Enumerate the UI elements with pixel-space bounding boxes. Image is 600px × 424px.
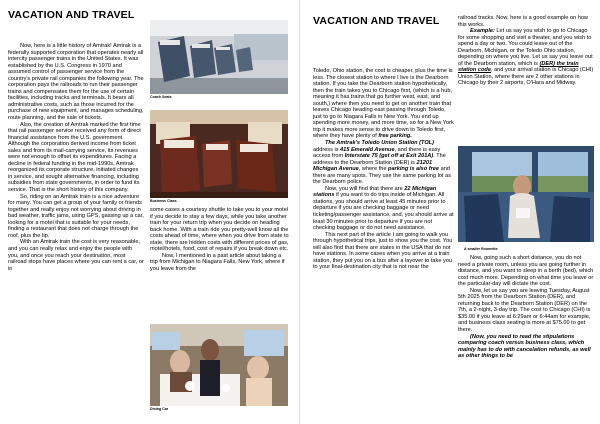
text-run: Let us say you wish to go to Chicago for some shopping and visit a theater, and you wish to spend a day or two. You could leave out of the Dearborn, Michigan, or the Toledo Ohio station, depending on where you live. Let us say you leave out of the Dearborn station, which is <box>458 28 593 67</box>
emphasis: parking is also free <box>388 166 440 173</box>
dining-car-photo <box>150 324 288 406</box>
paragraph: Now, here is a little history of Amtrak! Amtrak is a federally supported corporation that operates nearly all intercity passenger trains in the United States. It was established by the U.S. Congress in 1970 and assumed control of passenger service from the country's private rail companies the following year. The corporation pays the railroads to run their passenger trains and compensates them for the use of certain facilities, including tracks and terminals. It bears all administrative costs, such as those incurred for the purchase of new equipment, and manages scheduling, route planning, and the sale of tickets. <box>8 43 144 122</box>
emphasis: The Amtrak's Toledo Union Station (TOL) <box>325 140 434 147</box>
caption-dining: Dining Car <box>150 407 169 411</box>
text-run: , where the <box>358 166 389 173</box>
text-run: , and there is easy access from <box>313 146 441 160</box>
paragraph: Now, going such a short distance, you do not need a private room, unless you are going further in distance, and you want to sleep in a berth (bed), which cost much more. Depending on what time you leave or the particular-day will dictate the cost. <box>458 255 594 288</box>
right-column-2-top <box>458 15 594 87</box>
paragraph <box>458 28 594 87</box>
emphasis: (DER) the train station code <box>458 60 579 74</box>
paragraph: With an Amtrak train the cost is very reasonable, and you can really relax and enjoy the people with you, and once you reach your destination, most railroad stops have places where you can rent a car, or in <box>8 239 144 272</box>
paragraph: Now, let us say you are leaving Tuesday, August 5th 2025 from the Dearborn Station (DER), and returning back to the Dearborn Station (DER) on the 7th, a 2-night, 3-day trip. The cost to Chicago (CHI) is $35.00 if you leave at 6:29am or 6:44am for example, and business class seating is more at $75.00 to get there. <box>458 287 591 334</box>
paragraph <box>313 140 455 186</box>
roomette-photo <box>458 146 594 242</box>
emphasis: Example: <box>470 28 495 35</box>
text-run: Toledo, Ohio station, the cost is cheaper, plus the time is less. The closest station to where I live is the Dearborn station. If you take the Dearborn station hypothetically, then the train takes you to Chicago first, (which is a hub, meaning it has trains that go further west, east, and south,) where then you need to get on another train that leaves Chicago heading east passing through Toledo, just to go to Niagara Falls in New York. You end up spending more money, and more time, so for a New York trip it makes more sense to drive down to Toledo first, where they have plenty of <box>313 68 454 140</box>
paragraph: (Now, you need to read the stipulations comparing coach versus business class, which mainly has to do with cancelation refunds, as well as other things to be <box>458 333 591 360</box>
left-column-2 <box>150 207 290 272</box>
page-title: VACATION AND TRAVEL <box>8 9 135 21</box>
emphasis: 21201 Michigan Avenue <box>313 159 433 173</box>
left-column-1 <box>8 43 144 272</box>
text-run: and there are many spots. They use the same parking lot as the Dearborn police. <box>313 166 451 186</box>
text-run: . The address to the Dearborn Station (DER) is <box>313 153 446 166</box>
paragraph: Now, I mentioned in a past article about taking a trip from Michigan to Niagara Falls, New York, where if you leave from the <box>150 252 285 272</box>
business-class-photo <box>150 110 288 198</box>
emphasis: 415 Emerald Avenue <box>340 146 395 153</box>
right-column-1 <box>313 68 455 271</box>
emphasis: Interstate 75 (get off at Exit 201A) <box>344 153 434 160</box>
paragraph: This next part of the article I am going to walk you through hypothetical trips, just to show you the cost. You will also find that there are states in the USA that do not have stations. In some cases when you arrive at a train station, they put you on a bus after a layover to take you to your final-destination city that is not near the <box>313 231 453 271</box>
text-run: address is <box>313 146 341 153</box>
text-run: , and your arrival station is Chicago (CHI) Union Station, where there are 2 other stations in Chicago by their 2 airports, O'Hara and Midway. <box>458 67 594 87</box>
emphasis: 22 Michigan stations <box>313 185 437 199</box>
emphasis: free parking. <box>378 133 412 140</box>
text-run: if you want to do trips inside of Michigan. All stations, you should arrive at least 45 minutes prior to departure if you are checking baggage or need ticketing/passenger assistance, and, you should arrive at least 30 minutes prior to departure if you are not checking baggage or do not need assistance. <box>313 192 454 232</box>
paragraph <box>313 186 455 232</box>
text-run: Now, you will find that there are <box>325 185 405 192</box>
paragraph <box>313 68 455 140</box>
paragraph: some cases a courtesy shuttle to take you to your motel if you decide to stay a few days, while you take another train for your return trip when you decide on heading back home. With a train ride you pretty-well know all the costs ahead of time, where when you drive from state to state, there are hidden costs with different prices of gas, motel/hotels, food, cost of repairs if you break down etc. <box>150 207 289 253</box>
paragraph: So, riding on an Amtrak train is a nice adventure for many. You can get a group of your family or friends together and really enjoy not worrying about driving in bad weather, traffic jams, using GPS, gassing up a car, looking for a motel that is suitable for your needs, finding a restaurant that does not charge through the roof, plus the tip. <box>8 193 144 239</box>
paragraph: railroad tracks. Now, here is a good example on how this works. <box>458 15 588 28</box>
caption-business: Business Class <box>150 199 177 203</box>
right-page <box>300 0 600 424</box>
caption-roomette: A smaller Roomette <box>464 247 498 251</box>
caption-coach: Coach Seats <box>150 95 172 99</box>
coach-seats-photo <box>150 20 288 94</box>
paragraph: Also, the creation of Amtrak marked the first time that rail passenger service received any form of direct financial assistance from the U.S. government. Although the corporation derived income from ticket sales and from its mail-carrying service, its revenues were not enough to offset its expenditures. Facing a decline in federal funding in the mid-1990s, Amtrak reorganized its corporate structure, initiated changes in service, and sought alternative financing, including subsidies from state governments, in order to fund its service. That is the short history of this company. <box>8 121 141 194</box>
right-column-2-bottom <box>458 255 594 360</box>
page-title: VACATION AND TRAVEL <box>313 15 440 27</box>
